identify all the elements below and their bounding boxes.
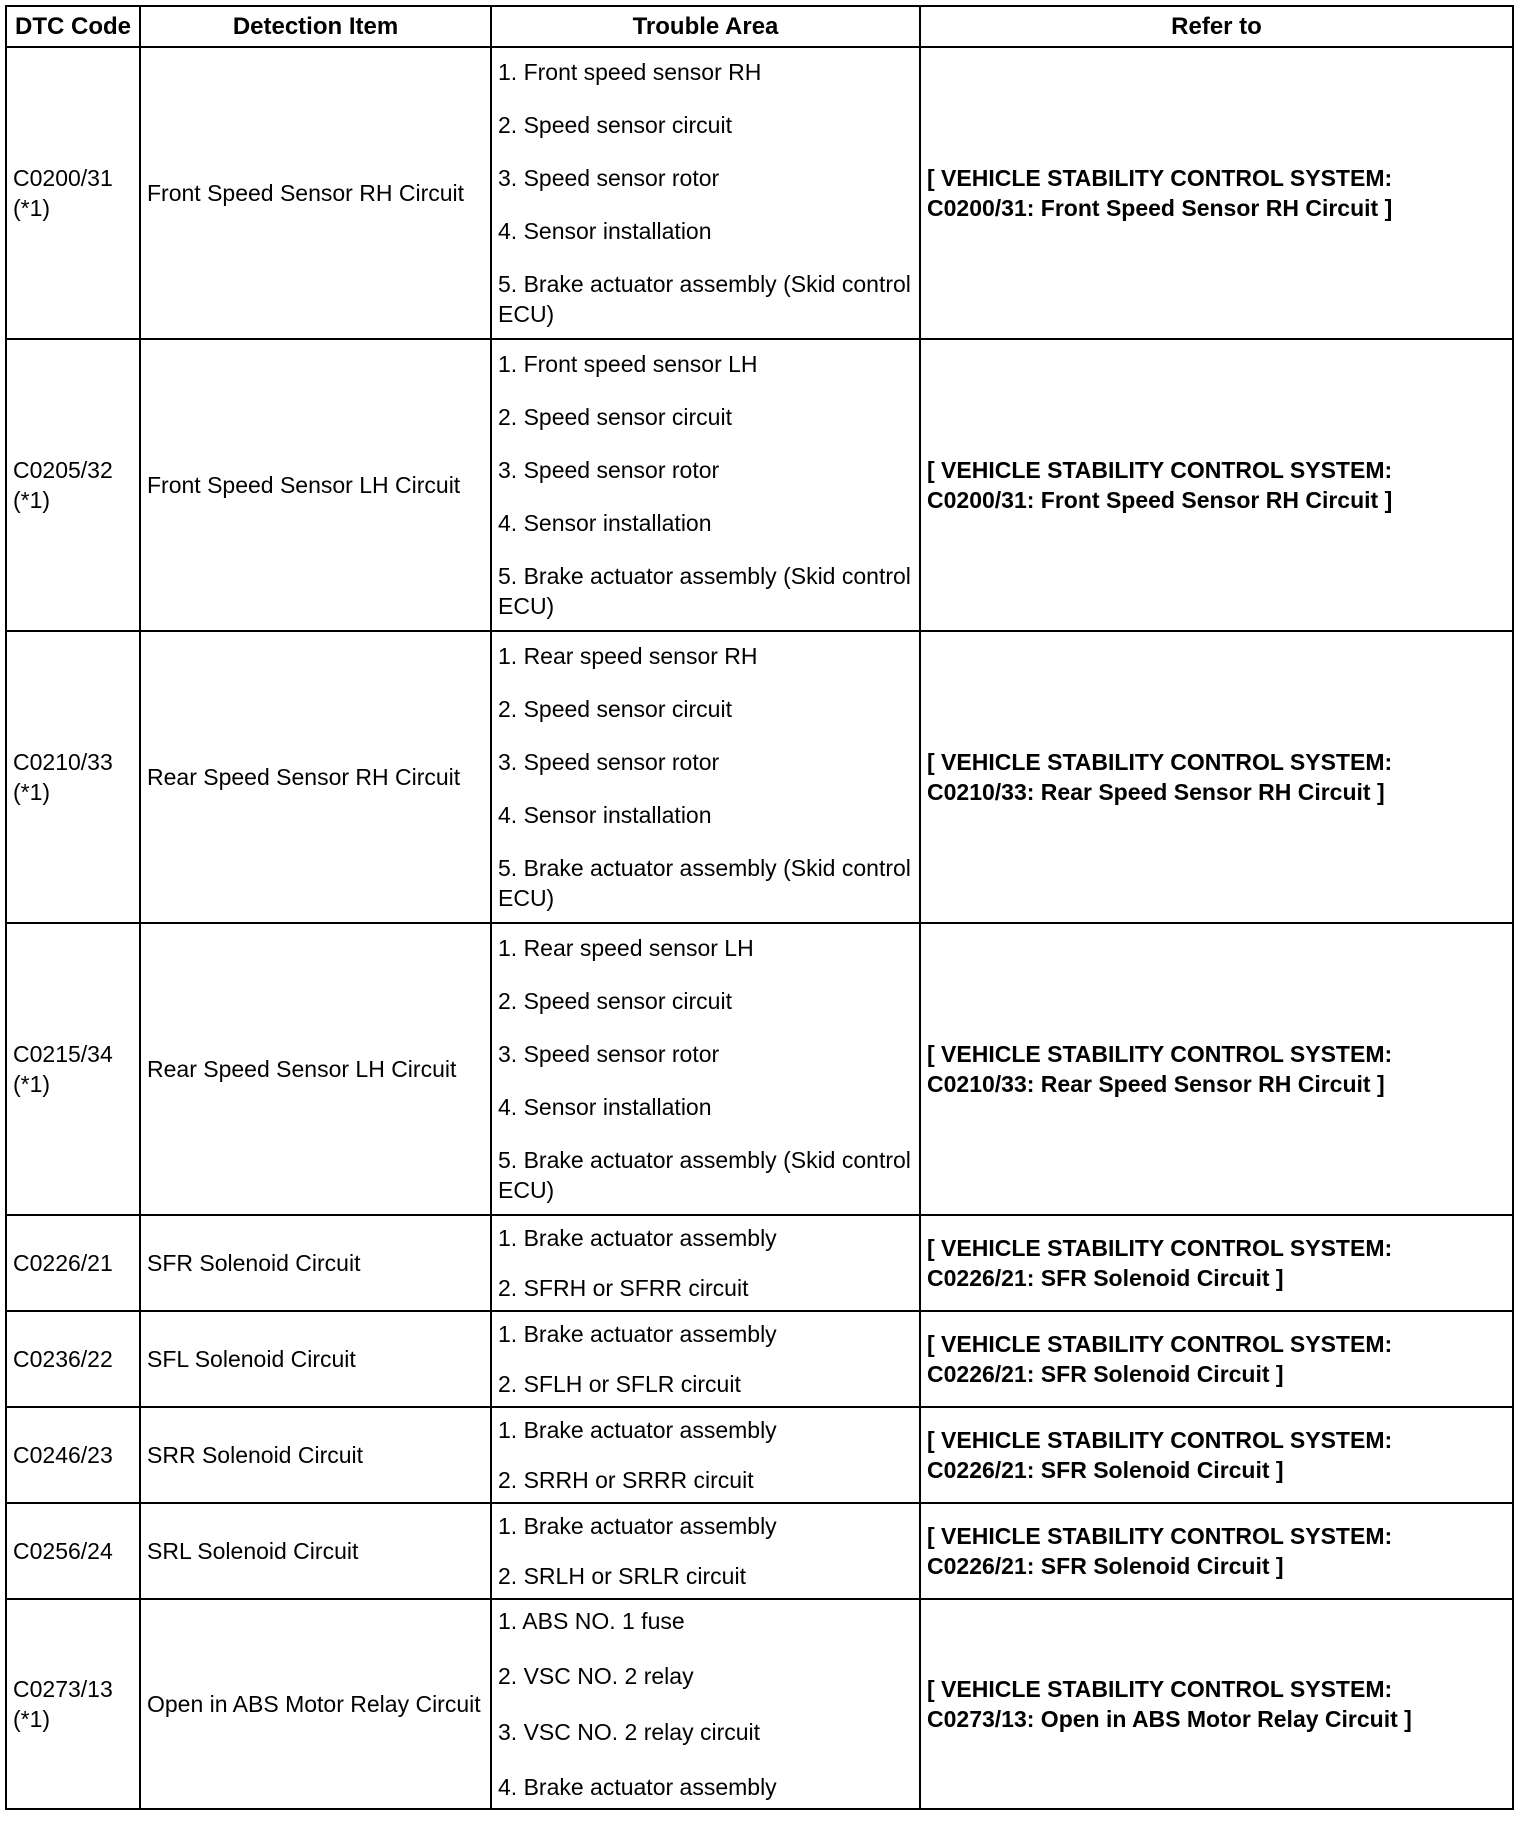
dtc-note: (*1) <box>13 487 51 513</box>
trouble-area-cell <box>491 1215 920 1311</box>
table-row <box>6 339 1513 631</box>
refer-link-line[interactable]: C0200/31: Front Speed Sensor RH Circuit ] <box>927 487 1393 513</box>
trouble-area-item: 1. Front speed sensor RH <box>498 59 762 85</box>
trouble-area-item: 1. Front speed sensor LH <box>498 351 758 377</box>
refer-to-cell <box>920 47 1513 339</box>
dtc-code: C0273/13 <box>13 1676 113 1702</box>
detection-item-cell: Front Speed Sensor RH Circuit <box>140 47 491 339</box>
dtc-code-cell <box>6 339 140 631</box>
refer-link-line[interactable]: C0210/33: Rear Speed Sensor RH Circuit ] <box>927 1071 1385 1097</box>
trouble-area-cell <box>491 1599 920 1809</box>
dtc-code: C0215/34 <box>13 1041 113 1067</box>
trouble-area-item: 3. Speed sensor rotor <box>498 165 720 191</box>
refer-to-cell <box>920 631 1513 923</box>
refer-link-line[interactable]: C0226/21: SFR Solenoid Circuit ] <box>927 1361 1284 1387</box>
table-row <box>6 1215 1513 1311</box>
trouble-area-item: 2. Speed sensor circuit <box>498 404 732 430</box>
detection-item-cell: SRR Solenoid Circuit <box>140 1407 491 1503</box>
trouble-area-item: 2. Speed sensor circuit <box>498 988 732 1014</box>
refer-link-line[interactable]: [ VEHICLE STABILITY CONTROL SYSTEM: <box>927 1427 1393 1453</box>
refer-link-line[interactable]: [ VEHICLE STABILITY CONTROL SYSTEM: <box>927 1235 1393 1261</box>
refer-link-line[interactable]: C0200/31: Front Speed Sensor RH Circuit ] <box>927 195 1393 221</box>
dtc-note: (*1) <box>13 1071 51 1097</box>
trouble-area-item: 1. Rear speed sensor RH <box>498 643 758 669</box>
table-row <box>6 1599 1513 1809</box>
refer-to-cell <box>920 1407 1513 1503</box>
refer-to-cell <box>920 1311 1513 1407</box>
detection-item-cell: Front Speed Sensor LH Circuit <box>140 339 491 631</box>
refer-to-cell <box>920 339 1513 631</box>
refer-to-cell <box>920 1599 1513 1809</box>
dtc-code: C0236/22 <box>13 1346 113 1372</box>
dtc-code-cell <box>6 631 140 923</box>
detection-item-cell: SRL Solenoid Circuit <box>140 1503 491 1599</box>
refer-link-line[interactable]: C0273/13: Open in ABS Motor Relay Circuit ] <box>927 1706 1412 1732</box>
trouble-area-item: 2. SFRH or SFRR circuit <box>498 1275 749 1301</box>
table-row <box>6 631 1513 923</box>
dtc-table <box>5 5 1514 1810</box>
trouble-area-item: 4. Sensor installation <box>498 510 712 536</box>
trouble-area-item: 2. SFLH or SFLR circuit <box>498 1371 741 1397</box>
detection-item-cell: Rear Speed Sensor LH Circuit <box>140 923 491 1215</box>
trouble-area-cell <box>491 1407 920 1503</box>
header-trouble-area: Trouble Area <box>491 6 920 47</box>
trouble-area-item: 3. Speed sensor rotor <box>498 749 720 775</box>
refer-link-line[interactable]: [ VEHICLE STABILITY CONTROL SYSTEM: <box>927 165 1393 191</box>
dtc-code: C0200/31 <box>13 165 113 191</box>
dtc-code: C0246/23 <box>13 1442 113 1468</box>
table-row <box>6 1311 1513 1407</box>
trouble-area-item: 4. Sensor installation <box>498 1094 712 1120</box>
dtc-code: C0226/21 <box>13 1250 113 1276</box>
dtc-code: C0256/24 <box>13 1538 113 1564</box>
trouble-area-cell <box>491 47 920 339</box>
refer-link-line[interactable]: C0226/21: SFR Solenoid Circuit ] <box>927 1265 1284 1291</box>
table-row <box>6 923 1513 1215</box>
trouble-area-item: 5. Brake actuator assembly (Skid control ECU) <box>498 271 911 327</box>
trouble-area-item: 2. SRRH or SRRR circuit <box>498 1467 754 1493</box>
trouble-area-item: 5. Brake actuator assembly (Skid control ECU) <box>498 563 911 619</box>
dtc-code-cell <box>6 1215 140 1311</box>
refer-link-line[interactable]: C0226/21: SFR Solenoid Circuit ] <box>927 1457 1284 1483</box>
table-header-row <box>6 6 1513 47</box>
trouble-area-item: 1. Brake actuator assembly <box>498 1321 777 1347</box>
refer-link-line[interactable]: [ VEHICLE STABILITY CONTROL SYSTEM: <box>927 1041 1393 1067</box>
refer-to-cell <box>920 923 1513 1215</box>
trouble-area-cell <box>491 1311 920 1407</box>
trouble-area-item: 4. Brake actuator assembly <box>498 1773 777 1800</box>
trouble-area-item: 2. VSC NO. 2 relay <box>498 1663 694 1690</box>
trouble-area-item: 3. Speed sensor rotor <box>498 457 720 483</box>
trouble-area-cell <box>491 631 920 923</box>
table-row <box>6 1407 1513 1503</box>
dtc-code-cell <box>6 1599 140 1809</box>
trouble-area-item: 1. Brake actuator assembly <box>498 1225 777 1251</box>
trouble-area-item: 5. Brake actuator assembly (Skid control ECU) <box>498 855 911 911</box>
table-row <box>6 1503 1513 1599</box>
refer-link-line[interactable]: C0210/33: Rear Speed Sensor RH Circuit ] <box>927 779 1385 805</box>
trouble-area-item: 1. Brake actuator assembly <box>498 1513 777 1539</box>
dtc-code-cell <box>6 1311 140 1407</box>
trouble-area-item: 2. Speed sensor circuit <box>498 112 732 138</box>
refer-link-line[interactable]: [ VEHICLE STABILITY CONTROL SYSTEM: <box>927 1331 1393 1357</box>
trouble-area-item: 3. VSC NO. 2 relay circuit <box>498 1718 761 1745</box>
refer-link-line[interactable]: [ VEHICLE STABILITY CONTROL SYSTEM: <box>927 1523 1393 1549</box>
detection-item-cell: SFR Solenoid Circuit <box>140 1215 491 1311</box>
dtc-code-cell <box>6 1407 140 1503</box>
header-dtc-code: DTC Code <box>6 6 140 47</box>
refer-link-line[interactable]: [ VEHICLE STABILITY CONTROL SYSTEM: <box>927 749 1393 775</box>
trouble-area-item: 2. Speed sensor circuit <box>498 696 732 722</box>
refer-link-line[interactable]: [ VEHICLE STABILITY CONTROL SYSTEM: <box>927 457 1393 483</box>
refer-link-line[interactable]: C0226/21: SFR Solenoid Circuit ] <box>927 1553 1284 1579</box>
refer-link-line[interactable]: [ VEHICLE STABILITY CONTROL SYSTEM: <box>927 1676 1393 1702</box>
dtc-code-cell <box>6 923 140 1215</box>
dtc-code-cell <box>6 1503 140 1599</box>
trouble-area-item: 5. Brake actuator assembly (Skid control ECU) <box>498 1147 911 1203</box>
detection-item-cell: Rear Speed Sensor RH Circuit <box>140 631 491 923</box>
dtc-note: (*1) <box>13 779 51 805</box>
trouble-area-item: 3. Speed sensor rotor <box>498 1041 720 1067</box>
trouble-area-item: 1. Rear speed sensor LH <box>498 935 754 961</box>
trouble-area-item: 4. Sensor installation <box>498 218 712 244</box>
trouble-area-item: 1. ABS NO. 1 fuse <box>498 1608 685 1634</box>
detection-item-cell: SFL Solenoid Circuit <box>140 1311 491 1407</box>
detection-item-cell: Open in ABS Motor Relay Circuit <box>140 1599 491 1809</box>
trouble-area-item: 2. SRLH or SRLR circuit <box>498 1563 746 1589</box>
refer-to-cell <box>920 1503 1513 1599</box>
dtc-note: (*1) <box>13 195 51 221</box>
trouble-area-cell <box>491 923 920 1215</box>
trouble-area-cell <box>491 1503 920 1599</box>
header-refer-to: Refer to <box>920 6 1513 47</box>
refer-to-cell <box>920 1215 1513 1311</box>
dtc-note: (*1) <box>13 1706 51 1732</box>
trouble-area-cell <box>491 339 920 631</box>
trouble-area-item: 4. Sensor installation <box>498 802 712 828</box>
dtc-code: C0210/33 <box>13 749 113 775</box>
header-detection-item: Detection Item <box>140 6 491 47</box>
dtc-code-cell <box>6 47 140 339</box>
table-row <box>6 47 1513 339</box>
dtc-code: C0205/32 <box>13 457 113 483</box>
trouble-area-item: 1. Brake actuator assembly <box>498 1417 777 1443</box>
